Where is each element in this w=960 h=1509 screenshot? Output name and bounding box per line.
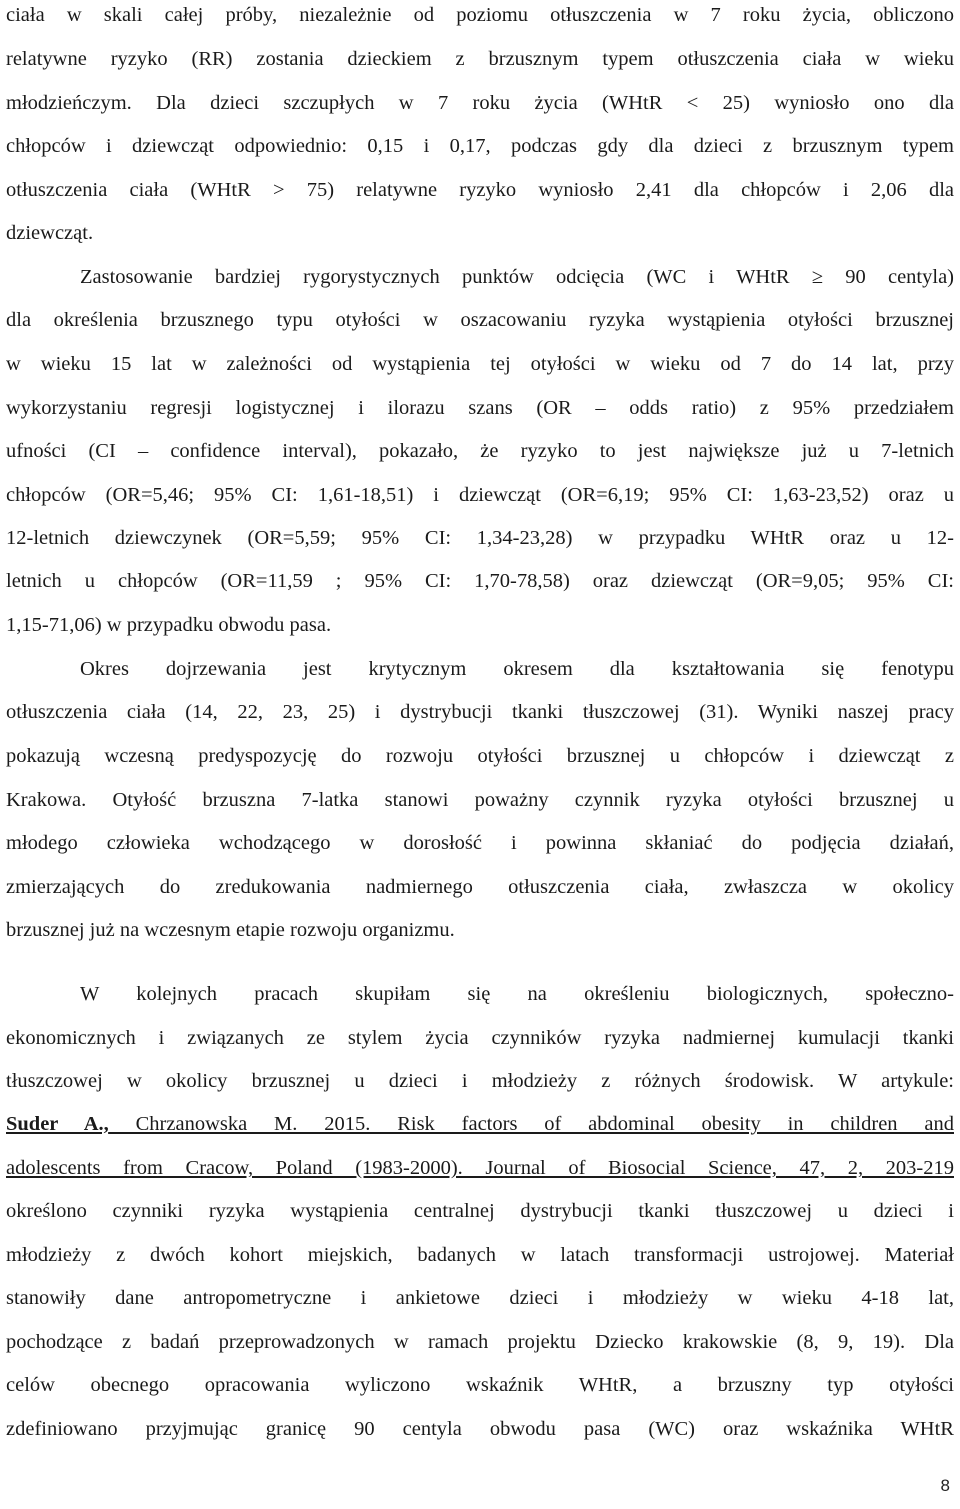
text-line: Okres dojrzewania jest krytycznym okresem dla kształtowania się fenotypu [80, 658, 954, 680]
text-line: Zastosowanie bardziej rygorystycznych punktów odcięcia (WC i WHtR ≥ 90 centyla) [80, 266, 954, 288]
text-line: stanowiły dane antropometryczne i ankietowe dzieci i młodzieży w wieku 4-18 lat, [6, 1287, 954, 1309]
text-line: W kolejnych pracach skupiłam się na określeniu biologicznych, społeczno- [80, 983, 954, 1005]
citation-rest: Chrzanowska M. 2015. Risk factors of abdominal obesity in children and [108, 1113, 954, 1135]
text-line: tłuszczowej w okolicy brzusznej u dzieci i młodzieży z różnych środowisk. W artykule: [6, 1070, 954, 1092]
text-line: letnich u chłopców (OR=11,59 ; 95% CI: 1,70-78,58) oraz dziewcząt (OR=9,05; 95% CI: [6, 570, 954, 592]
text-line: ufności (CI – confidence interval), pokazało, że ryzyko to jest największe już u 7-letnich [6, 440, 954, 462]
citation-line [6, 1111, 954, 1137]
page-number: 8 [940, 1476, 950, 1495]
text-line: pochodzące z badań przeprowadzonych w ramach projektu Dziecko krakowskie (8, 9, 19). Dla [6, 1331, 954, 1353]
text-line: młodzieńczym. Dla dzieci szczupłych w 7 roku życia (WHtR < 25) wyniosło ono dla [6, 92, 954, 114]
text-line: otłuszczenia ciała (14, 22, 23, 25) i dystrybucji tkanki tłuszczowej (31). Wyniki naszej pracy [6, 701, 954, 723]
text-line: brzusznej już na wczesnym etapie rozwoju organizmu. [6, 919, 455, 941]
citation-author: Suder A., [6, 1113, 109, 1135]
text-line: Krakowa. Otyłość brzuszna 7-latka stanowi poważny czynnik ryzyka otyłości brzusznej u [6, 789, 954, 811]
text-line: chłopców (OR=5,46; 95% CI: 1,61-18,51) i dziewcząt (OR=6,19; 95% CI: 1,63-23,52) oraz u [6, 484, 954, 506]
text-line: pokazują wczesną predyspozycję do rozwoju otyłości brzusznej u chłopców i dziewcząt z [6, 745, 954, 767]
text-line: 12-letnich dziewczynek (OR=5,59; 95% CI: 1,34-23,28) w przypadku WHtR oraz u 12- [6, 527, 954, 549]
text-line: zdefiniowano przyjmując granicę 90 centyla obwodu pasa (WC) oraz wskaźnika WHtR [6, 1418, 954, 1440]
text-line: młodego człowieka wchodzącego w dorosłość i powinna skłaniać do podjęcia działań, [6, 832, 954, 854]
text-line: celów obecnego opracowania wyliczono wskaźnik WHtR, a brzuszny typ otyłości [6, 1374, 954, 1396]
citation-line: adolescents from Cracow, Poland (1983-2000). Journal of Biosocial Science, 47, 2, 203-219 [6, 1157, 954, 1179]
text-line: 1,15-71,06) w przypadku obwodu pasa. [6, 614, 332, 636]
text-line: określono czynniki ryzyka wystąpienia centralnej dystrybucji tkanki tłuszczowej u dzieci i [6, 1200, 954, 1222]
text-line: chłopców i dziewcząt odpowiednio: 0,15 i 0,17, podczas gdy dla dzieci z brzusznym typem [6, 135, 954, 157]
text-line: zmierzających do zredukowania nadmiernego otłuszczenia ciała, zwłaszcza w okolicy [6, 876, 954, 898]
text-line: ciała w skali całej próby, niezależnie od poziomu otłuszczenia w 7 roku życia, obliczono [6, 4, 954, 26]
text-line: młodzieży z dwóch kohort miejskich, badanych w latach transformacji ustrojowej. Materiał [6, 1244, 954, 1266]
text-line: relatywne ryzyko (RR) zostania dzieckiem z brzusznym typem otłuszczenia ciała w wieku [6, 48, 954, 70]
text-line: ekonomicznych i związanych ze stylem życia czynników ryzyka nadmiernej kumulacji tkanki [6, 1027, 954, 1049]
text-line: dla określenia brzusznego typu otyłości w oszacowaniu ryzyka wystąpienia otyłości brzusznej [6, 309, 954, 331]
text-line: wykorzystaniu regresji logistycznej i ilorazu szans (OR – odds ratio) z 95% przedziałem [6, 397, 954, 419]
text-line: otłuszczenia ciała (WHtR > 75) relatywne ryzyko wyniosło 2,41 dla chłopców i 2,06 dla [6, 179, 954, 201]
text-line: w wieku 15 lat w zależności od wystąpienia tej otyłości w wieku od 7 do 14 lat, przy [6, 353, 954, 375]
text-line: dziewcząt. [6, 222, 94, 244]
